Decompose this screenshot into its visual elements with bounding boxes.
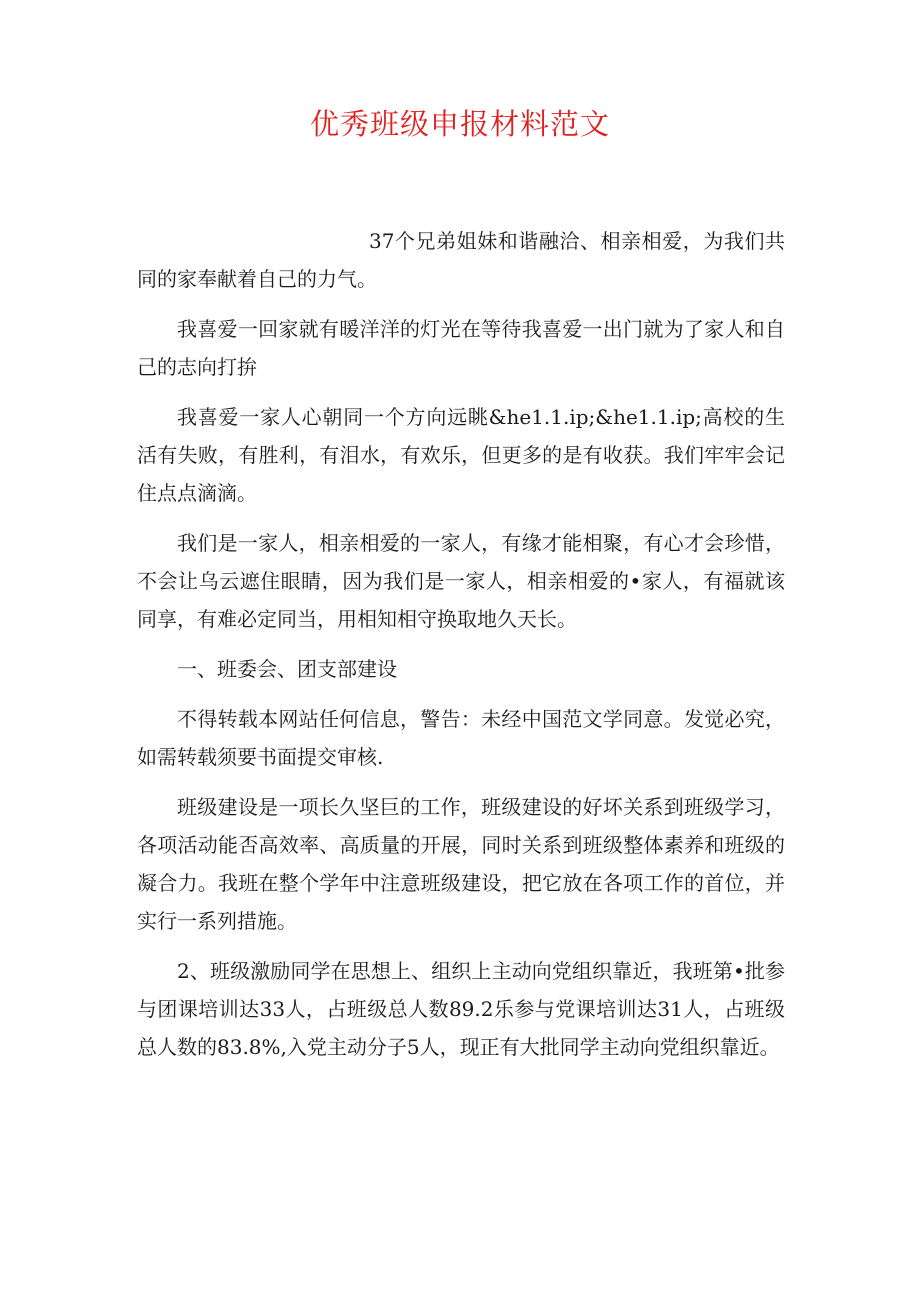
paragraph-7: 班级建设是一项长久坚巨的工作，班级建设的好坏关系到班级学习，各项活动能否高效率、高质量的开展，同时关系到班级整体素养和班级的凝合力。我班在整个学年中注意班级建设，把它放在各项工作的首位，并实行一系列措施。 (137, 795, 785, 933)
paragraph-1: 37个兄弟姐妹和谐融洽、相亲相爱，为我们共同的家奉献着自己的力气。 (137, 229, 785, 291)
document-title: 优秀班级申报材料范文 (309, 107, 610, 141)
paragraph-2: 我喜爱一回家就有暖洋洋的灯光在等待我喜爱一出门就为了家人和自己的志向打拚 (137, 317, 785, 379)
section-heading: 一、班委会、团支部建设 (177, 657, 397, 681)
paragraph-4: 我们是一家人，相亲相爱的一家人，有缘才能相聚，有心才会珍惜，不会让乌云遮住眼睛，因为我们是一家人，相亲相爱的•家人，有福就该同享，有难必定同当，用相知相守换取地久天长。 (137, 531, 785, 631)
paragraph-6: 不得转载本网站任何信息，警告：未经中国范文学同意。发觉必究，如需转载须要书面提交审核. (137, 707, 785, 769)
document-body (137, 222, 785, 1078)
paragraph-8: 2、班级激励同学在思想上、组织上主动向党组织靠近，我班第•批参与团课培训达33人，占班级总人数89.2乐参与党课培训达31人，占班级总人数的83.8%,入党主动分子5人，现正有大批同学主动向党组织靠近。 (137, 959, 785, 1059)
paragraph-3: 我喜爱一家人心朝同一个方向远眺&he1.1.ip;&he1.1.ip;高校的生活有失败，有胜利，有泪水，有欢乐，但更多的是有收获。我们牢牢会记住点点滴滴。 (137, 405, 785, 505)
